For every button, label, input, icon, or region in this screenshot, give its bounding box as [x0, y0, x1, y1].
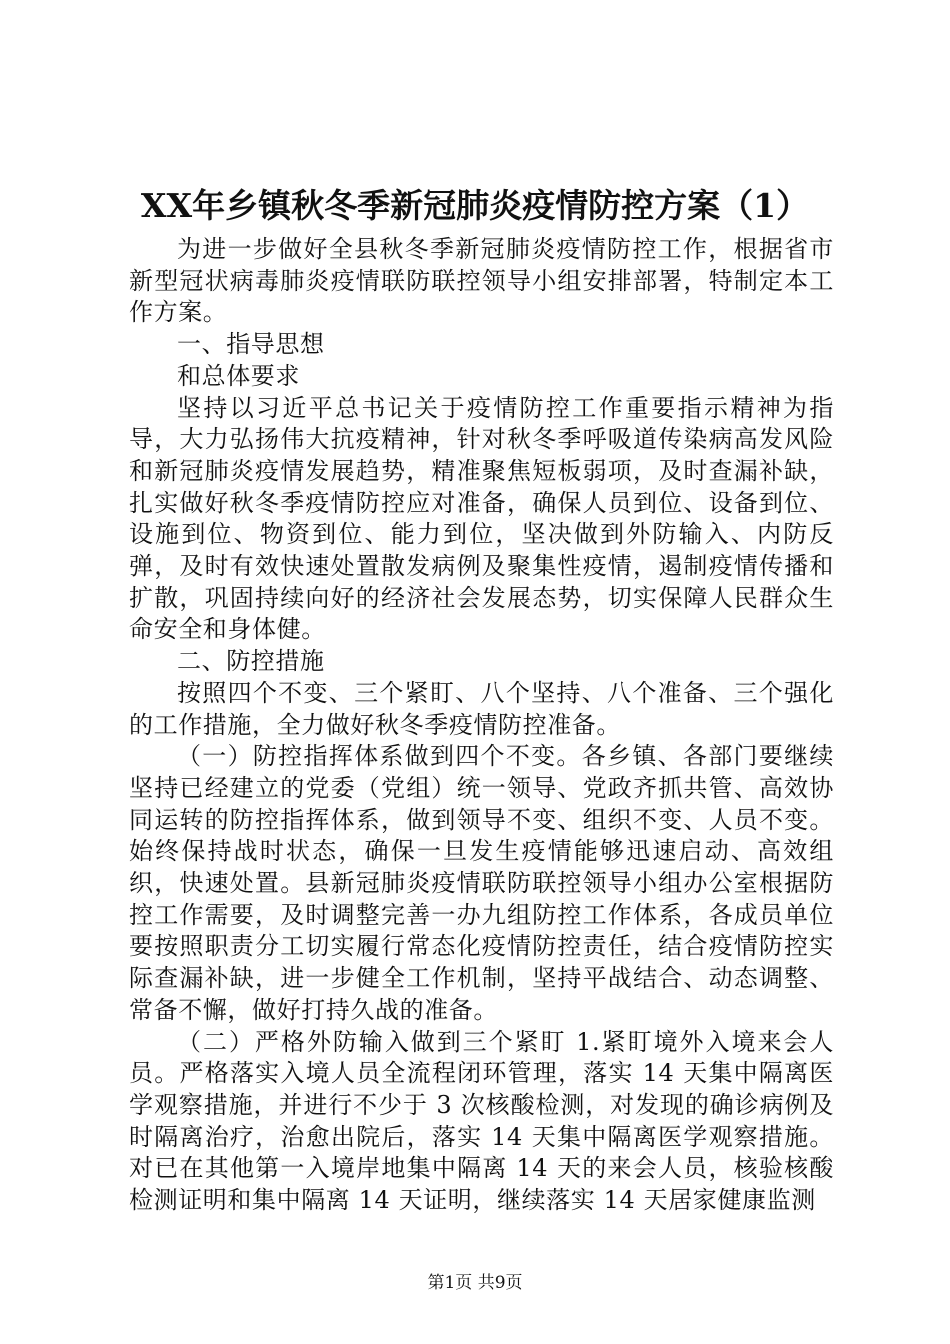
- paragraph-measures-summary: 按照四个不变、三个紧盯、八个坚持、八个准备、三个强化的工作措施，全力做好秋冬季疫情防控准备。: [129, 678, 834, 739]
- heading-guiding-thought: 一、指导思想: [177, 330, 325, 359]
- paragraph-intro: 为进一步做好全县秋冬季新冠肺炎疫情防控工作，根据省市新型冠状病毒肺炎疫情联防联控领导小组安排部署，特制定本工作方案。: [129, 235, 834, 327]
- document-body: [129, 234, 834, 1217]
- heading-overall-requirements: 和总体要求: [177, 361, 300, 390]
- paragraph-section-one: （一）防控指挥体系做到四个不变。各乡镇、各部门要继续坚持已经建立的党委（党组）统一领导、党政齐抓共管、高效协同运转的防控指挥体系，做到领导不变、组织不变、人员不变。始终保持战时状态，确保一旦发生疫情能够迅速启动、高效组织，快速处置。县新冠肺炎疫情联防联控领导小组办公室根据防控工作需要，及时调整完善一办九组防控工作体系，各成员单位要按照职责分工切实履行常态化疫情防控责任，结合疫情防控实际查漏补缺，进一步健全工作机制，坚持平战结合、动态调整、常备不懈，做好打持久战的准备。: [129, 742, 834, 1024]
- heading-control-measures: 二、防控措施: [177, 647, 325, 676]
- paragraph-section-two: （二）严格外防输入做到三个紧盯 1.紧盯境外入境来会人员。严格落实入境人员全流程闭环管理，落实 14 天集中隔离医学观察措施，并进行不少于 3 次核酸检测，对发现的确诊病例及时隔离治疗，治愈出院后，落实 14 天集中隔离医学观察措施。对已在其他第一入境岸地集中隔离 14 天的来会人员，核验核酸检测证明和集中隔离 14 天证明，继续落实 14 天居家健康监测: [129, 1027, 834, 1215]
- document-title: XX年乡镇秋冬季新冠肺炎疫情防控方案（1）: [140, 186, 810, 225]
- paragraph-guiding-content: 坚持以习近平总书记关于疫情防控工作重要指示精神为指导，大力弘扬伟大抗疫精神，针对秋冬季呼吸道传染病高发风险和新冠肺炎疫情发展趋势，精准聚焦短板弱项，及时查漏补缺，扎实做好秋冬季疫情防控应对准备，确保人员到位、设备到位、设施到位、物资到位、能力到位，坚决做到外防输入、内防反弹，及时有效快速处置散发病例及聚集性疫情，遏制疫情传播和扩散，巩固持续向好的经济社会发展态势，切实保障人民群众生命安全和身体健。: [129, 393, 834, 644]
- page-number-footer: 第1页 共9页: [427, 1273, 523, 1293]
